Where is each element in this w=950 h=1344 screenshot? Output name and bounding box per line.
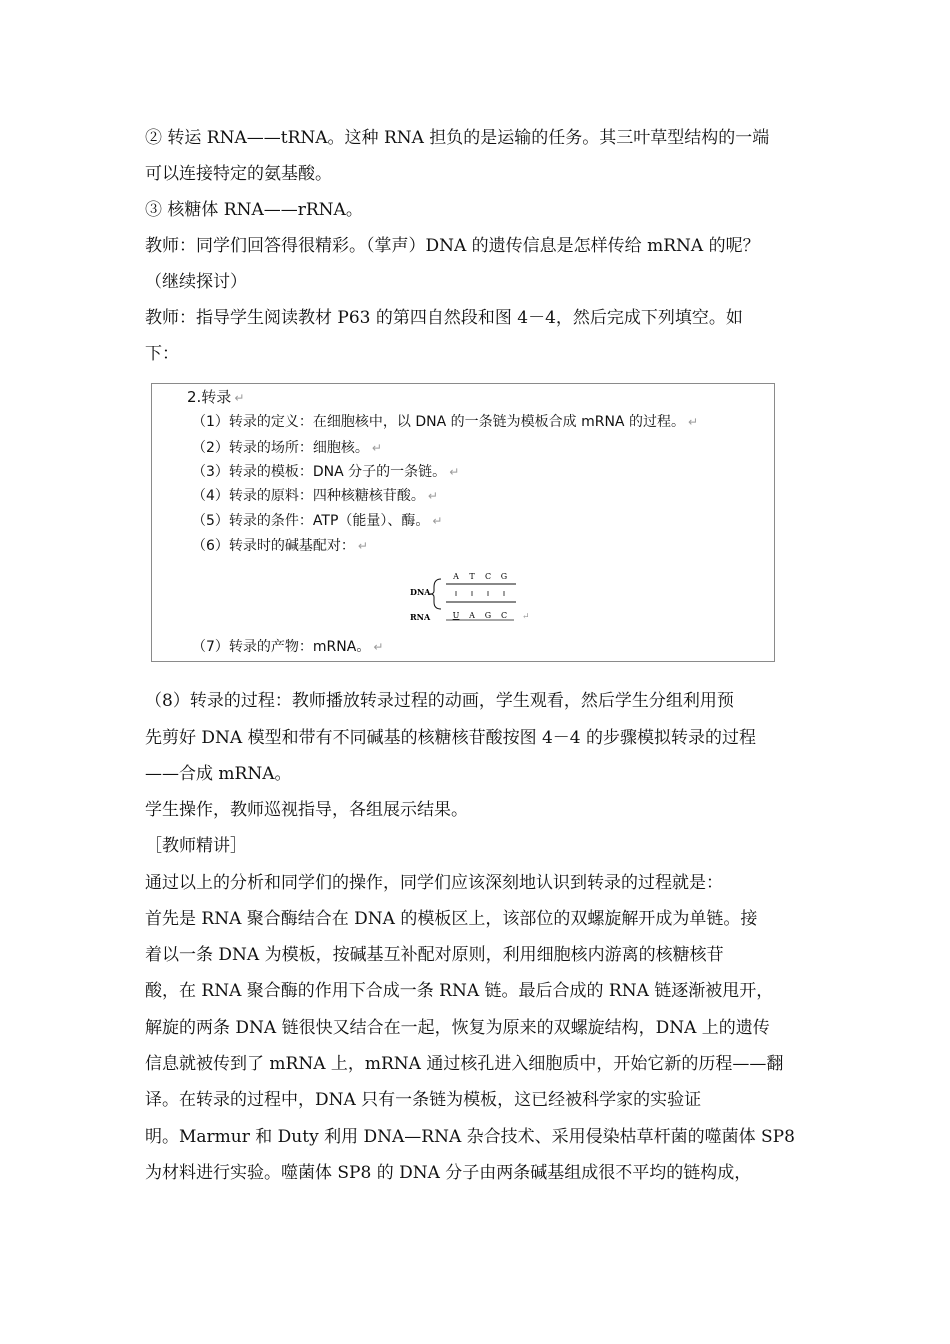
figure-item: （6）转录时的碱基配对： ↵ xyxy=(192,538,368,554)
text-line: 译。在转录的过程中，DNA 只有一条链为模板，这已经被科学家的实验证 xyxy=(145,1090,702,1110)
figure-item: （5）转录的条件：ATP（能量）、酶。 ↵ xyxy=(192,513,443,529)
text-line: 先剪好 DNA 模型和带有不同碱基的核糖核苷酸按图 4－4 的步骤模拟转录的过程 xyxy=(145,728,757,748)
brace-icon xyxy=(430,579,441,609)
dna-base: T xyxy=(469,572,475,581)
text-line: ［教师精讲］ xyxy=(145,836,247,856)
text-line: 教师：同学们回答得很精彩。（掌声）DNA 的遗传信息是怎样传给 mRNA 的呢？ xyxy=(145,236,760,256)
dna-base: A xyxy=(453,572,459,581)
text-line: 解旋的两条 DNA 链很快又结合在一起，恢复为原来的双螺旋结构，DNA 上的遗传 xyxy=(145,1018,770,1038)
text-line: 下： xyxy=(145,344,179,364)
text-line: 为材料进行实验。噬菌体 SP8 的 DNA 分子由两条碱基组成很不平均的链构成， xyxy=(145,1163,752,1183)
text-line: 通过以上的分析和同学们的操作，同学们应该深刻地认识到转录的过程就是： xyxy=(145,873,723,893)
figure-item: （7）转录的产物：mRNA。 ↵ xyxy=(192,639,384,655)
dna-label: DNA xyxy=(410,587,431,597)
text-line: （继续探讨） xyxy=(145,272,247,292)
text-line: （8）转录的过程：教师播放转录过程的动画，学生观看，然后学生分组利用预 xyxy=(145,691,734,711)
text-line: ——合成 mRNA。 xyxy=(145,764,292,784)
transcription-summary-figure xyxy=(151,383,775,662)
figure-item: （2）转录的场所：细胞核。 ↵ xyxy=(192,440,382,456)
text-line: 信息就被传到了 mRNA 上，mRNA 通过核孔进入细胞质中，开始它新的历程——翻 xyxy=(145,1054,784,1074)
rna-base: C xyxy=(500,611,508,620)
text-line: 首先是 RNA 聚合酶结合在 DNA 的模板区上，该部位的双螺旋解开成为单链。接 xyxy=(145,909,758,929)
dna-base: G xyxy=(500,572,508,581)
text-line: 着以一条 DNA 为模板，按碱基互补配对原则，利用细胞核内游离的核糖核苷 xyxy=(145,945,724,965)
rna-base: A xyxy=(469,611,475,620)
paragraph-mark: ↵ xyxy=(522,612,530,622)
text-line: 明。Marmur 和 Duty 利用 DNA—RNA 杂合技术、采用侵染枯草杆菌的噬菌体 SP8 xyxy=(145,1127,795,1147)
figure-item: （4）转录的原料：四种核糖核苷酸。 ↵ xyxy=(192,488,438,504)
text-line: 酸，在 RNA 聚合酶的作用下合成一条 RNA 链。最后合成的 RNA 链逐渐被甩开， xyxy=(145,981,774,1001)
figure-item: （3）转录的模板：DNA 分子的一条链。 ↵ xyxy=(192,464,460,480)
rna-base: U xyxy=(452,611,460,620)
rna-base: G xyxy=(484,611,492,620)
figure-heading: 2.转录 ↵ xyxy=(187,388,245,406)
dna-base: C xyxy=(484,572,492,581)
rna-label: RNA xyxy=(410,612,431,622)
figure-item: （1）转录的定义：在细胞核中，以 DNA 的一条链为模板合成 mRNA 的过程。 ↵ xyxy=(192,414,699,430)
text-line: 可以连接特定的氨基酸。 xyxy=(145,164,332,184)
text-line: 学生操作，教师巡视指导，各组展示结果。 xyxy=(145,800,468,820)
text-line: ② 转运 RNA——tRNA。这种 RNA 担负的是运输的任务。其三叶草型结构的一端 xyxy=(145,128,770,148)
text-line: ③ 核糖体 RNA——rRNA。 xyxy=(145,200,363,220)
base-pairing-diagram xyxy=(402,569,542,629)
text-line: 教师：指导学生阅读教材 P63 的第四自然段和图 4－4，然后完成下列填空。如 xyxy=(145,308,743,328)
